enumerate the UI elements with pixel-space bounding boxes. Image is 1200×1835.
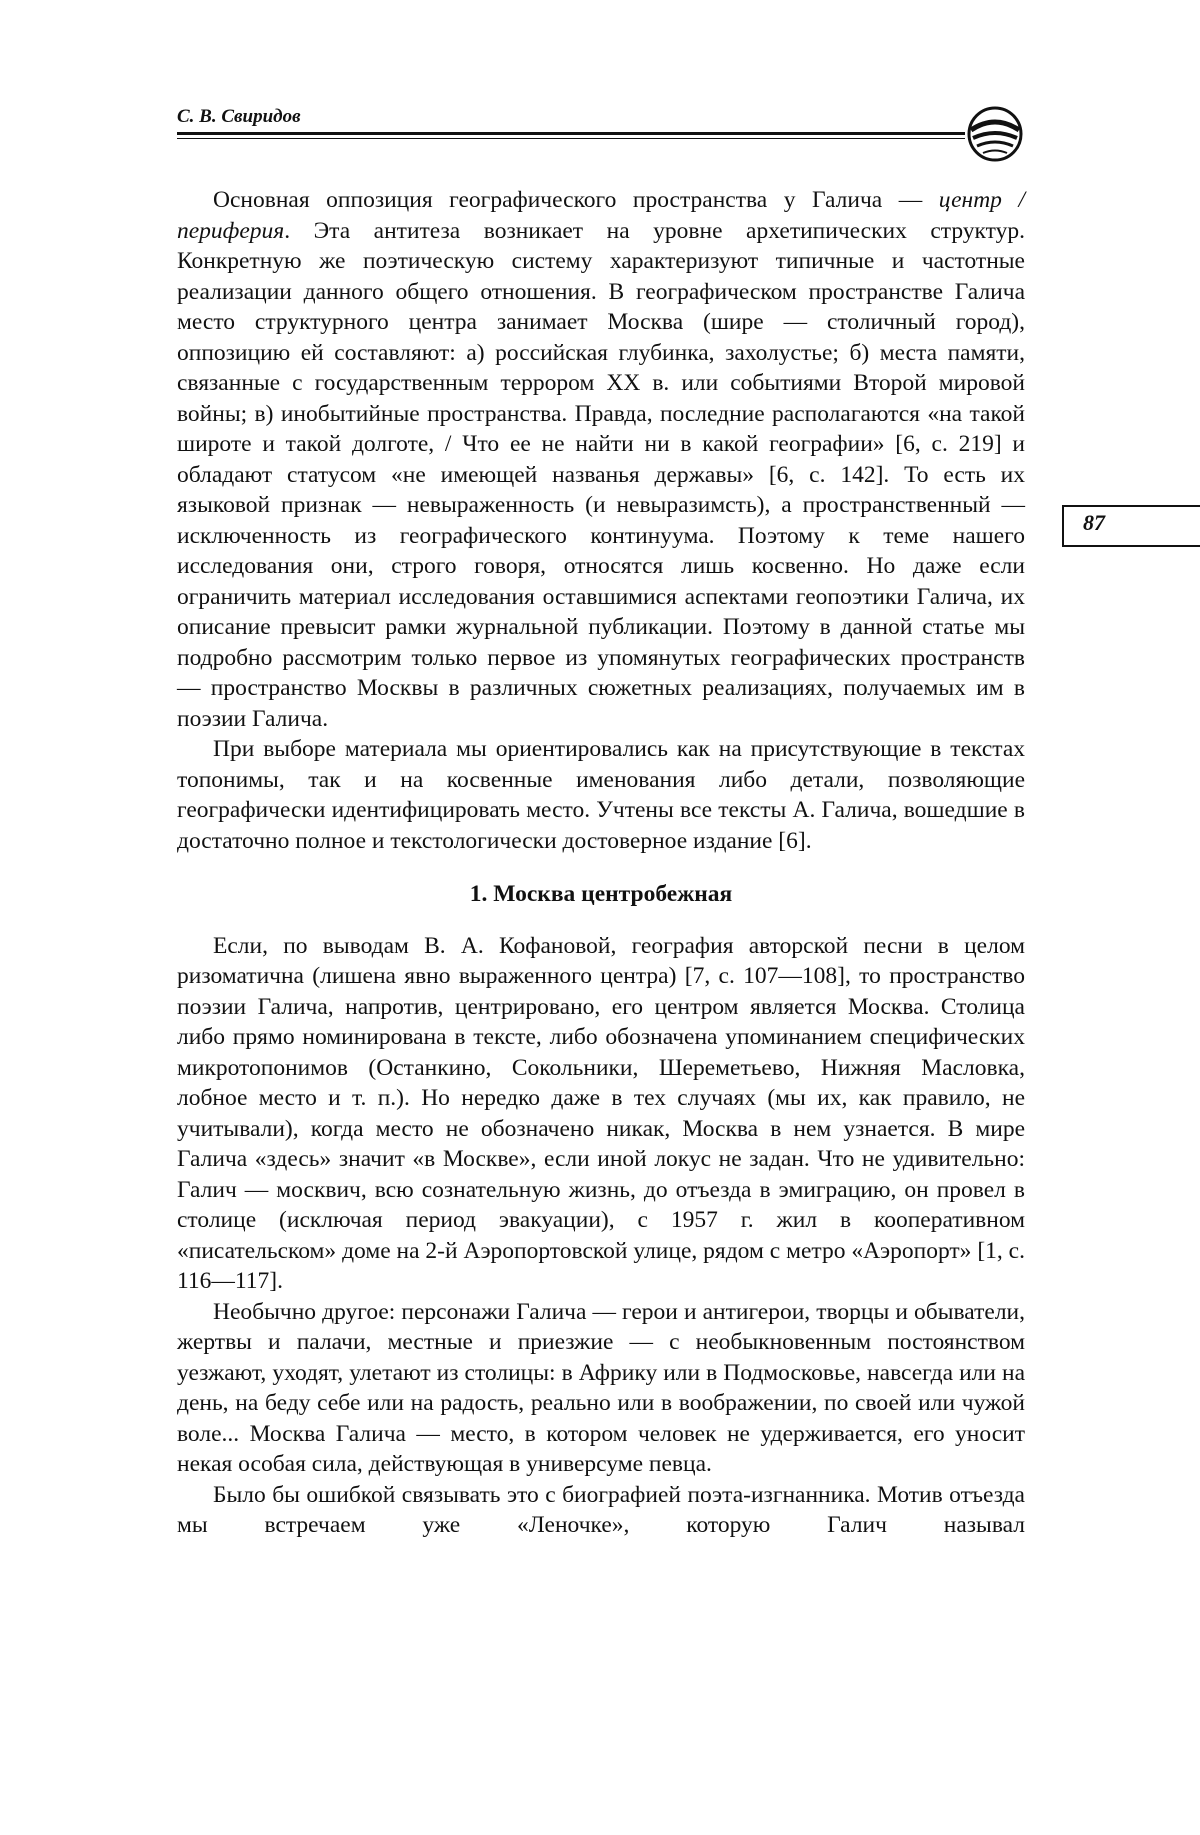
journal-logo-icon xyxy=(965,104,1025,164)
paragraph-3: Если, по выводам В. А. Кофановой, география авторской песни в целом ризоматична (лишена явно выраженного центра) [7, с. 107—108], то пространство поэзии Галича, напротив, центрировано, его центром является Москва. Столица либо прямо номинирована в тексте, либо обозначена упоминанием специфических микротопонимов (Останкино, Сокольники, Шереметьево, Нижняя Масловка, лобное место и т. п.). Но нередко даже в тех случаях (мы их, как правило, не учитывали), когда место не обозначено никак, Москва в нем узнается. В мире Галича «здесь» значит «в Москве», если иной локус не задан. Что не удивительно: Галич — москвич, всю сознательную жизнь, до отъезда в эмиграцию, он провел в столице (исключая период эвакуации), с 1957 г. жил в кооперативном «писательском» доме на 2-й Аэропортовской улице, рядом с метро «Аэропорт» [1, с. 116—117]. xyxy=(177,932,1025,1294)
paragraph-1 xyxy=(177,185,1025,734)
section-heading: 1. Москва центробежная xyxy=(469,881,733,907)
paragraph-1-emphasis: центр / периферия xyxy=(177,187,1025,244)
header-rule-thick xyxy=(177,132,965,135)
running-head: С. В. Свиридов xyxy=(177,106,301,127)
header-rule-thin xyxy=(177,138,965,139)
paragraph-4: Необычно другое: персонажи Галича — герои и антигерои, творцы и обыватели, жертвы и палачи, местные и приезжие — с необыкновенным постоянством уезжают, уходят, улетают из столицы: в Африку или в Подмосковье, навсегда или на день, на беду себе или на радость, реально или в воображении, по своей или чужой воле... Москва Галича — место, в котором человек не удерживается, его уносит некая особая сила, действующая в универсуме певца. xyxy=(177,1298,1025,1477)
paragraph-1-text-a: Основная оппозиция географического пространства у Галича — xyxy=(213,187,939,213)
page-number: 87 xyxy=(1083,510,1105,535)
paragraph-5: Было бы ошибкой связывать это с биографией поэта-изгнанника. Мотив отъезда мы встречаем уже «Леночке», которую Галич называл xyxy=(177,1481,1025,1538)
article-body xyxy=(177,185,1025,1541)
paragraph-2: При выборе материала мы ориентировались как на присутствующие в текстах топонимы, так и на косвенные именования либо детали, позволяющие географически идентифицировать место. Учтены все тексты А. Галича, вошедшие в достаточно полное и текстологически достоверное издание [6]. xyxy=(177,736,1025,854)
paragraph-1-text-b: . Эта антитеза возникает на уровне архетипических структур. Конкретную же поэтическую систему характеризуют типичные и частотные реализации данного общего отношения. В географическом пространстве Галича место структурного центра занимает Москва (шире — столичный город), оппозицию ей составляют: а) российская глубинка, захолустье; б) места памяти, связанные с государственным террором XX в. или событиями Второй мировой войны; в) инобытийные пространства. Правда, последние располагаются «на такой широте и такой долготе, / Что ее не найти ни в какой географии» [6, с. 219] и обладают статусом «не имеющей названья державы» [6, с. 142]. То есть их языковой признак — невыраженность (и невыразимсть), а пространственный — исключенность из географического континуума. Поэтому к теме нашего исследования они, строго говоря, относятся лишь косвенно. Но даже если ограничить материал исследования оставшимися аспектами геопоэтики Галича, их описание превысит рамки журнальной публикации. Поэтому в данной статье мы подробно рассмотрим только первое из упомянутых географических пространств — пространство Москвы в различных сюжетных реализациях, получаемых им в поэзии Галича. xyxy=(177,217,1025,732)
